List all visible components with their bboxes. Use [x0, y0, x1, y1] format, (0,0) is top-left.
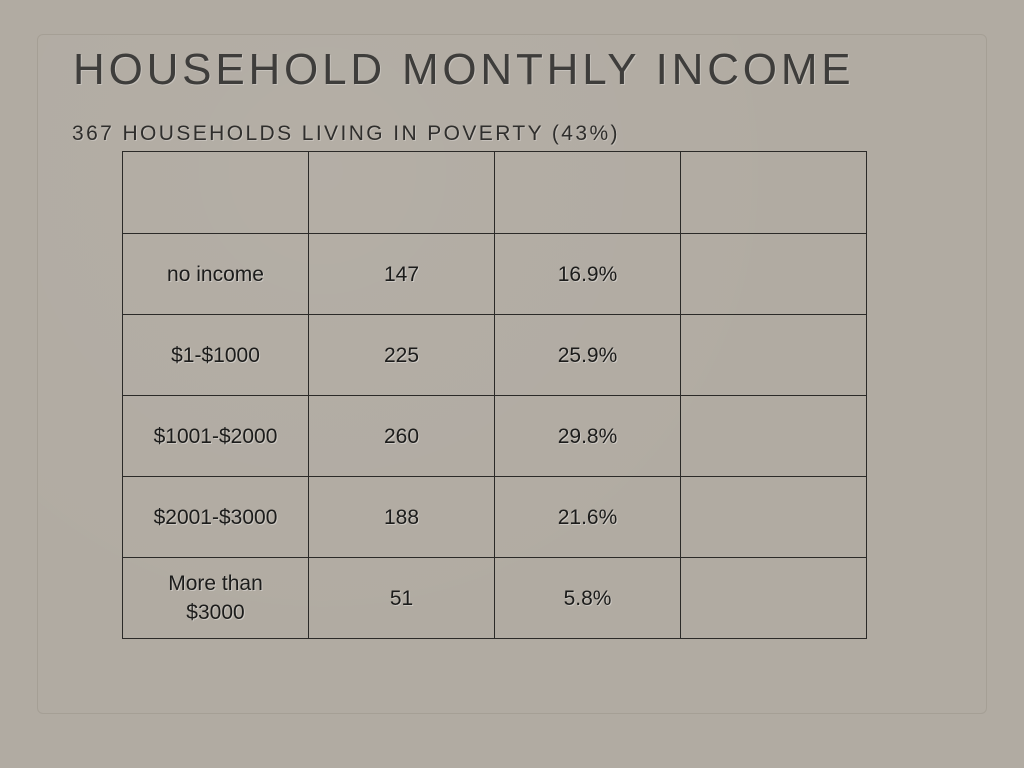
header-cell — [123, 152, 309, 234]
table-row — [123, 558, 867, 639]
percent-cell: 21.6% — [495, 477, 681, 558]
empty-cell — [681, 315, 867, 396]
header-cell — [495, 152, 681, 234]
table-row — [123, 234, 867, 315]
header-cell — [309, 152, 495, 234]
empty-cell — [681, 477, 867, 558]
header-cell — [681, 152, 867, 234]
empty-cell — [681, 234, 867, 315]
table-row — [123, 477, 867, 558]
income-table — [122, 151, 867, 639]
percent-cell: 29.8% — [495, 396, 681, 477]
household-count-cell: 147 — [309, 234, 495, 315]
income-range-cell: no income — [123, 234, 309, 315]
table-row — [123, 396, 867, 477]
percent-cell: 25.9% — [495, 315, 681, 396]
table-row — [123, 315, 867, 396]
percent-cell: 5.8% — [495, 558, 681, 639]
table-header-row — [123, 152, 867, 234]
household-count-cell: 188 — [309, 477, 495, 558]
household-count-cell: 225 — [309, 315, 495, 396]
household-count-cell: 51 — [309, 558, 495, 639]
income-range-cell: $1-$1000 — [123, 315, 309, 396]
income-range-cell: $2001-$3000 — [123, 477, 309, 558]
percent-cell: 16.9% — [495, 234, 681, 315]
slide-subtitle: 367 HOUSEHOLDS LIVING IN POVERTY (43%) — [72, 122, 620, 145]
slide-title: HOUSEHOLD MONTHLY INCOME — [73, 45, 855, 94]
income-range-cell: More than $3000 — [123, 558, 309, 639]
income-range-cell: $1001-$2000 — [123, 396, 309, 477]
empty-cell — [681, 558, 867, 639]
household-count-cell: 260 — [309, 396, 495, 477]
empty-cell — [681, 396, 867, 477]
